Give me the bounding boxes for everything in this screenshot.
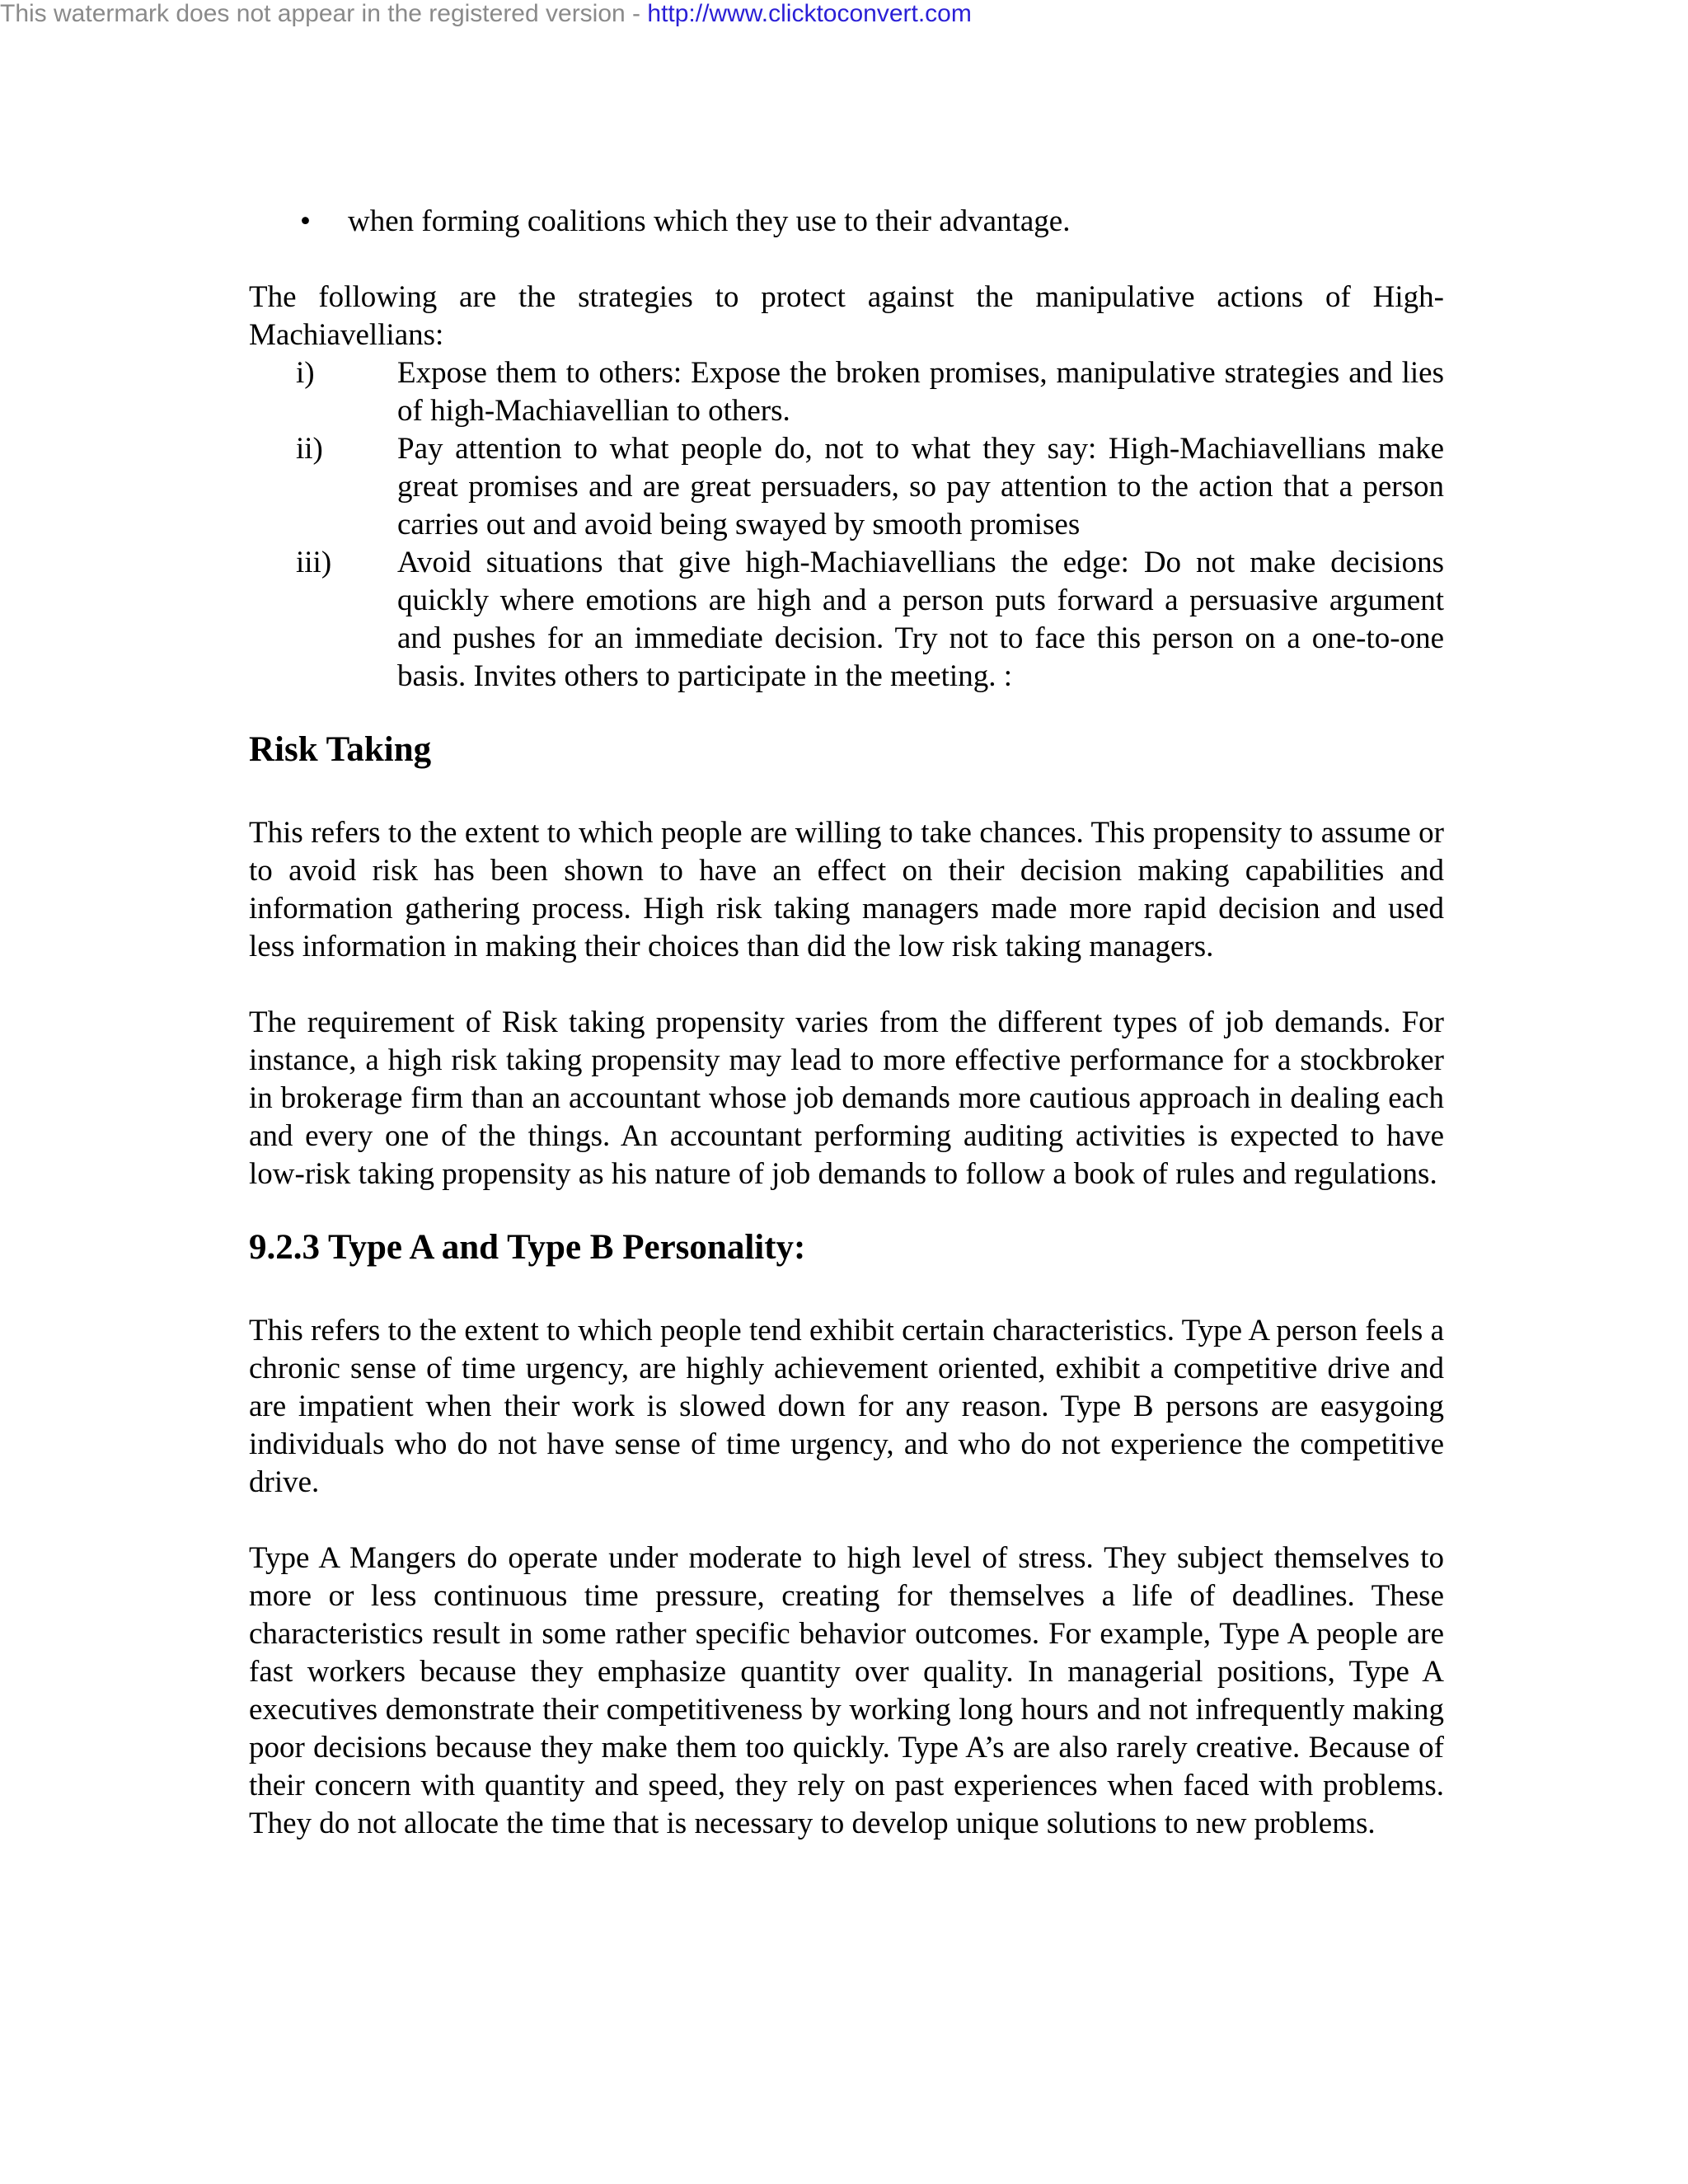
document-page [249, 203, 1444, 1843]
strategies-intro: The following are the strategies to protect against the manipulative actions of High-Machiavellians: [249, 280, 1444, 352]
strategy-text: Pay attention to what people do, not to what they say: High-Machiavellians make great promises and are great persuaders, so pay attention to the action that a person carries out and avoid being swayed by smooth promises [397, 432, 1444, 541]
bullet-text: when forming coalitions which they use to their advantage. [348, 204, 1071, 238]
strategy-number: i) [296, 356, 315, 390]
strategy-text: Avoid situations that give high-Machiavellians the edge: Do not make decisions quickly where emotions are high and a person puts forward a persuasive argument and pushes for an immediate decision. Try not to face this person on a one-to-one basis. Invites others to participate in the meeting. : [397, 546, 1444, 693]
strategy-item [249, 544, 1444, 696]
strategy-text: Expose them to others: Expose the broken promises, manipulative strategies and lies of high-Machiavellian to others. [397, 356, 1444, 428]
type-ab-heading: 9.2.3 Type A and Type B Personality: [249, 1228, 806, 1267]
watermark-link[interactable]: http://www.clicktoconvert.com [647, 0, 972, 27]
risk-taking-heading: Risk Taking [249, 730, 432, 769]
strategy-list [249, 354, 1444, 696]
bullet-item [249, 203, 1444, 241]
type-ab-paragraph: Type A Mangers do operate under moderate to high level of stress. They subject themselves to more or less continuous time pressure, creating for themselves a life of deadlines. These characteristics result in some rather specific behavior outcomes. For example, Type A people are fast workers because they emphasize quantity over quality. In managerial positions, Type A executives demonstrate their competitiveness by working long hours and not infrequently making poor decisions because they make them too quickly. Type A’s are also rarely creative. Because of their concern with quantity and speed, they rely on past experiences when faced with problems. They do not allocate the time that is necessary to develop unique solutions to new problems. [249, 1541, 1444, 1840]
strategy-item [249, 354, 1444, 430]
strategy-item [249, 430, 1444, 544]
bullet-dot-icon: • [300, 204, 311, 238]
type-ab-paragraph: This refers to the extent to which people tend exhibit certain characteristics. Type A person feels a chronic sense of time urgency, are highly achievement oriented, exhibit a competitive drive and are impatient when their work is slowed down for any reason. Type B persons are easygoing individuals who do not have sense of time urgency, and who do not experience the competitive drive. [249, 1314, 1444, 1499]
risk-taking-paragraph: The requirement of Risk taking propensity varies from the different types of job demands. For instance, a high risk taking propensity may lead to more effective performance for a stockbroker in brokerage firm than an accountant whose job demands more cautious approach in dealing each and every one of the things. An accountant performing auditing activities is expected to have low-risk taking propensity as his nature of job demands to follow a book of rules and regulations. [249, 1005, 1444, 1191]
risk-taking-paragraph: This refers to the extent to which people are willing to take chances. This propensity to assume or to avoid risk has been shown to have an effect on their decision making capabilities and information gathering process. High risk taking managers made more rapid decision and used less information in making their choices than did the low risk taking managers. [249, 816, 1444, 963]
strategy-number: iii) [296, 546, 332, 579]
watermark-banner [0, 0, 972, 28]
watermark-text: This watermark does not appear in the registered version - [0, 0, 648, 27]
strategy-number: ii) [296, 432, 323, 466]
